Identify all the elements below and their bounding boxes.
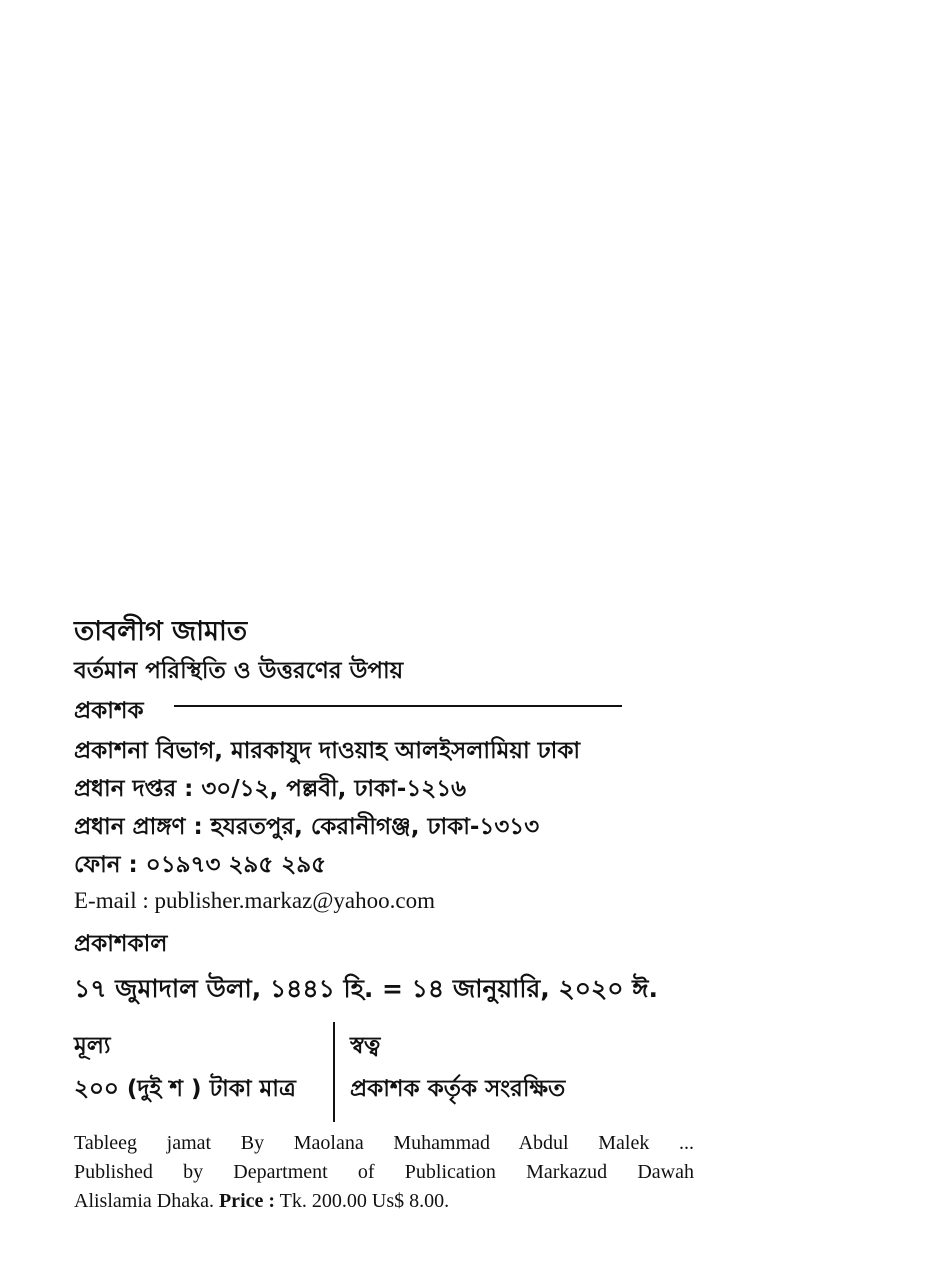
book-title: তাবলীগ জামাত [74, 616, 248, 647]
price-value: ২০০ (দুই শ ) টাকা মাত্র [74, 1076, 296, 1102]
publisher-label: প্রকাশক [74, 698, 144, 724]
colophon-publisher-text: Alislamia Dhaka. [74, 1190, 219, 1212]
publication-date-label: প্রকাশকাল [74, 931, 168, 957]
colophon-line [74, 1191, 694, 1211]
colophon-price-label: Price : [218, 1190, 276, 1212]
rights-label: স্বত্ব [350, 1033, 381, 1059]
colophon-line: Tableeg jamat By Maolana Muhammad Abdul Malek ... [74, 1132, 694, 1154]
price-label: মূল্য [74, 1033, 111, 1059]
publisher-rule [174, 705, 622, 707]
publisher-name: প্রকাশনা বিভাগ, মারকাযুদ দাওয়াহ আলইসলামিয়া ঢাকা [74, 738, 581, 764]
colophon-line: Published by Department of Publication Markazud Dawah [74, 1161, 694, 1183]
column-divider [333, 1022, 335, 1122]
publication-date: ১৭ জুমাদাল উলা, ১৪৪১ হি. = ১৪ জানুয়ারি, ২০২০ ঈ. [74, 974, 658, 1003]
email-address: E-mail : publisher.markaz@yahoo.com [74, 888, 435, 913]
head-office-address: প্রধান দপ্তর : ৩০/১২, পল্লবী, ঢাকা-১২১৬ [74, 776, 467, 802]
phone-number: ফোন : ০১৯৭৩ ২৯৫ ২৯৫ [74, 852, 327, 878]
campus-address: প্রধান প্রাঙ্গণ : হযরতপুর, কেরানীগঞ্জ, ঢাকা-১৩১৩ [74, 814, 540, 840]
colophon-price-text: Tk. 200.00 Us$ 8.00. [275, 1190, 450, 1212]
rights-value: প্রকাশক কর্তৃক সংরক্ষিত [350, 1076, 566, 1102]
book-subtitle: বর্তমান পরিস্থিতি ও উত্তরণের উপায় [74, 658, 404, 684]
